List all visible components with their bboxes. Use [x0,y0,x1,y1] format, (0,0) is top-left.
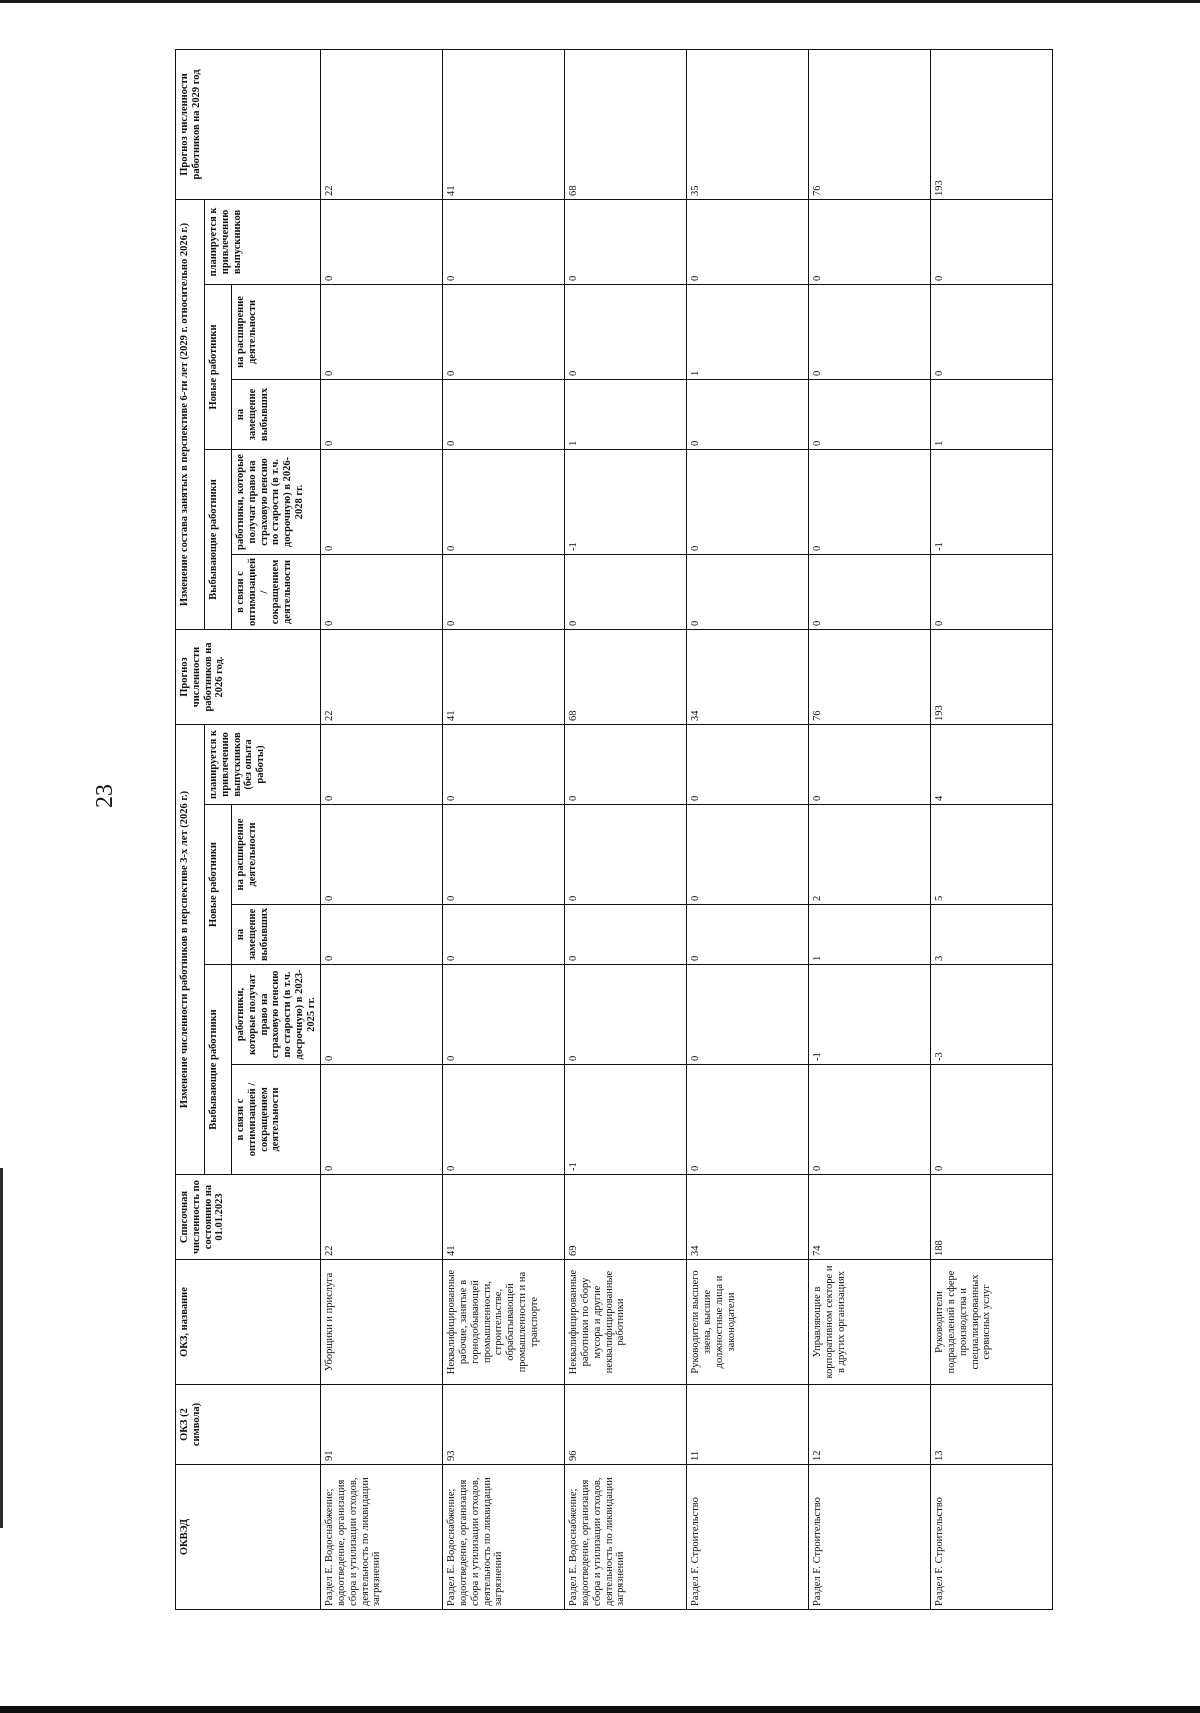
cell-new-replace-3y: 0 [321,905,443,965]
cell-okved: Раздел E. Водоснабжение; водоотведение, организация сбора и утилизации отходов, деятельность по ликвидации загрязнений [443,1465,565,1610]
table-row [321,49,443,1609]
scan-edge-top [0,0,1200,3]
cell-leaving-opt-3y: 0 [443,1065,565,1175]
cell-new-replace-3y: 3 [931,905,1053,965]
cell-headcount: 34 [687,1175,809,1260]
cell-okz-name: Управляющие в корпоративном секторе и в других организациях [809,1260,931,1385]
table-row [565,49,687,1609]
cell-new-replace-6y: 1 [565,379,687,449]
cell-leaving-opt-6y: 0 [321,554,443,629]
cell-leaving-pension-3y: -1 [809,965,931,1065]
cell-forecast-2029: 76 [809,49,931,199]
header-plan-graduates-6y: планируется к привлечению выпускников [205,199,321,284]
cell-new-replace-6y: 0 [687,379,809,449]
cell-forecast-2029: 193 [931,49,1053,199]
cell-okz-name: Неквалифицированные рабочие, занятые в горнодобывающей промышленности, строительстве, обрабатывающей промышленности и на транспорте [443,1260,565,1385]
cell-leaving-opt-6y: 0 [565,554,687,629]
cell-plan-graduates-3y: 0 [809,724,931,804]
header-change-3y: Изменение численности работников в перспективе 3-х лет (2026 г.) [176,724,205,1174]
header-leaving-6y: Выбывающие работники [205,449,232,629]
cell-okved: Раздел E. Водоснабжение; водоотведение, организация сбора и утилизации отходов, деятельность по ликвидации загрязнений [321,1465,443,1610]
cell-forecast-2029: 68 [565,49,687,199]
cell-leaving-pension-6y: 0 [321,449,443,554]
cell-forecast-2026: 68 [565,629,687,724]
scan-edge-left [0,1168,3,1528]
cell-okz-code: 96 [565,1385,687,1465]
cell-plan-graduates-6y: 0 [931,199,1053,284]
cell-okz-code: 12 [809,1385,931,1465]
cell-new-replace-6y: 0 [443,379,565,449]
cell-headcount: 188 [931,1175,1053,1260]
cell-plan-graduates-6y: 0 [809,199,931,284]
cell-new-expand-3y: 0 [321,805,443,905]
cell-new-replace-3y: 1 [809,905,931,965]
header-leaving-pension-6y: работники, которые получат право на страховую пенсию по старости (в т.ч. досрочную) в 2026-2028 гг. [232,449,321,554]
cell-leaving-opt-3y: 0 [809,1065,931,1175]
cell-new-expand-3y: 0 [687,805,809,905]
cell-forecast-2029: 41 [443,49,565,199]
cell-plan-graduates-3y: 4 [931,724,1053,804]
cell-plan-graduates-3y: 0 [443,724,565,804]
header-leaving-3y: Выбывающие работники [205,965,232,1175]
header-okz-name: ОКЗ, название [176,1260,321,1385]
cell-leaving-pension-6y: -1 [565,449,687,554]
cell-okved: Раздел E. Водоснабжение; водоотведение, организация сбора и утилизации отходов, деятельность по ликвидации загрязнений [565,1465,687,1610]
cell-new-replace-6y: 0 [809,379,931,449]
workforce-table [175,49,1053,1610]
cell-leaving-pension-6y: 0 [443,449,565,554]
cell-leaving-pension-3y: 0 [321,965,443,1065]
page-number: 23 [92,784,118,808]
cell-okz-name: Неквалифицированные работники по сбору мусора и другие неквалифицированные работники [565,1260,687,1385]
cell-leaving-opt-6y: 0 [443,554,565,629]
cell-new-replace-6y: 0 [321,379,443,449]
header-okz-code: ОКЗ (2 символа) [176,1385,321,1465]
cell-forecast-2026: 34 [687,629,809,724]
cell-okz-code: 11 [687,1385,809,1465]
cell-new-expand-6y: 0 [321,284,443,379]
cell-new-expand-6y: 0 [931,284,1053,379]
cell-new-expand-6y: 1 [687,284,809,379]
cell-plan-graduates-6y: 0 [443,199,565,284]
cell-leaving-pension-3y: 0 [565,965,687,1065]
header-okved: ОКВЭД [176,1465,321,1610]
header-leaving-opt-3y: в связи с оптимизацией / сокращением деятельности [232,1065,321,1175]
cell-okved: Раздел F. Строительство [809,1465,931,1610]
header-forecast-2029: Прогноз численности работников на 2029 год [176,49,321,199]
cell-new-expand-6y: 0 [565,284,687,379]
cell-leaving-opt-6y: 0 [931,554,1053,629]
cell-new-expand-3y: 5 [931,805,1053,905]
cell-new-expand-6y: 0 [809,284,931,379]
cell-leaving-opt-6y: 0 [687,554,809,629]
cell-forecast-2026: 41 [443,629,565,724]
header-new-6y: Новые работники [205,284,232,449]
header-row-1 [176,49,205,1609]
header-new-expand-6y: на расширение деятельности [232,284,321,379]
table-row [687,49,809,1609]
table-row [809,49,931,1609]
cell-headcount: 69 [565,1175,687,1260]
cell-okz-name: Уборщики и прислуга [321,1260,443,1385]
cell-forecast-2026: 22 [321,629,443,724]
header-new-expand-3y: на расширение деятельности [232,805,321,905]
cell-new-replace-6y: 1 [931,379,1053,449]
cell-leaving-pension-6y: -1 [931,449,1053,554]
header-leaving-opt-6y: в связи с оптимизацией / сокращением деятельности [232,554,321,629]
cell-leaving-pension-3y: 0 [443,965,565,1065]
cell-forecast-2029: 22 [321,49,443,199]
cell-leaving-opt-3y: -1 [565,1065,687,1175]
cell-headcount: 41 [443,1175,565,1260]
scan-edge-bottom [0,1706,1200,1713]
cell-okz-code: 13 [931,1385,1053,1465]
header-new-replace-6y: на замещение выбывших [232,379,321,449]
header-new-3y: Новые работники [205,805,232,965]
cell-leaving-pension-3y: 0 [687,965,809,1065]
cell-new-expand-3y: 0 [443,805,565,905]
cell-plan-graduates-3y: 0 [565,724,687,804]
cell-new-expand-6y: 0 [443,284,565,379]
cell-new-replace-3y: 0 [687,905,809,965]
cell-new-replace-3y: 0 [443,905,565,965]
cell-leaving-opt-3y: 0 [931,1065,1053,1175]
cell-okz-code: 93 [443,1385,565,1465]
table-row [443,49,565,1609]
cell-leaving-opt-6y: 0 [809,554,931,629]
cell-leaving-pension-3y: -3 [931,965,1053,1065]
rotated-table-wrapper [175,50,1067,1610]
header-headcount: Списочная численность по состоянию на 01.01.2023 [176,1175,321,1260]
cell-forecast-2029: 35 [687,49,809,199]
cell-new-expand-3y: 0 [565,805,687,905]
cell-plan-graduates-6y: 0 [687,199,809,284]
cell-plan-graduates-3y: 0 [687,724,809,804]
header-new-replace-3y: на замещение выбывших [232,905,321,965]
header-leaving-pension-3y: работники, которые получат право на страховую пенсию по старости (в т.ч. досрочную) в 2023-2025 гг. [232,965,321,1065]
header-plan-graduates-3y: планируется к привлечению выпускников (без опыта работы) [205,724,321,804]
cell-forecast-2026: 193 [931,629,1053,724]
cell-new-replace-3y: 0 [565,905,687,965]
cell-plan-graduates-6y: 0 [565,199,687,284]
cell-leaving-opt-3y: 0 [687,1065,809,1175]
table-row [931,49,1053,1609]
cell-new-expand-3y: 2 [809,805,931,905]
cell-headcount: 74 [809,1175,931,1260]
cell-leaving-opt-3y: 0 [321,1065,443,1175]
cell-okved: Раздел F. Строительство [931,1465,1053,1610]
cell-okved: Раздел F. Строительство [687,1465,809,1610]
cell-forecast-2026: 76 [809,629,931,724]
cell-plan-graduates-3y: 0 [321,724,443,804]
cell-plan-graduates-6y: 0 [321,199,443,284]
header-forecast-2026: Прогноз численности работников на 2026 год. [176,629,321,724]
cell-okz-code: 91 [321,1385,443,1465]
cell-okz-name: Руководители подразделений в сфере производства и специализированных сервисных услуг [931,1260,1053,1385]
cell-leaving-pension-6y: 0 [809,449,931,554]
header-change-6y: Изменение состава занятых в перспективе 6-ти лет (2029 г. относительно 2026 г.) [176,199,205,629]
cell-headcount: 22 [321,1175,443,1260]
cell-leaving-pension-6y: 0 [687,449,809,554]
cell-okz-name: Руководители высшего звена, высшие должностные лица и законодатели [687,1260,809,1385]
